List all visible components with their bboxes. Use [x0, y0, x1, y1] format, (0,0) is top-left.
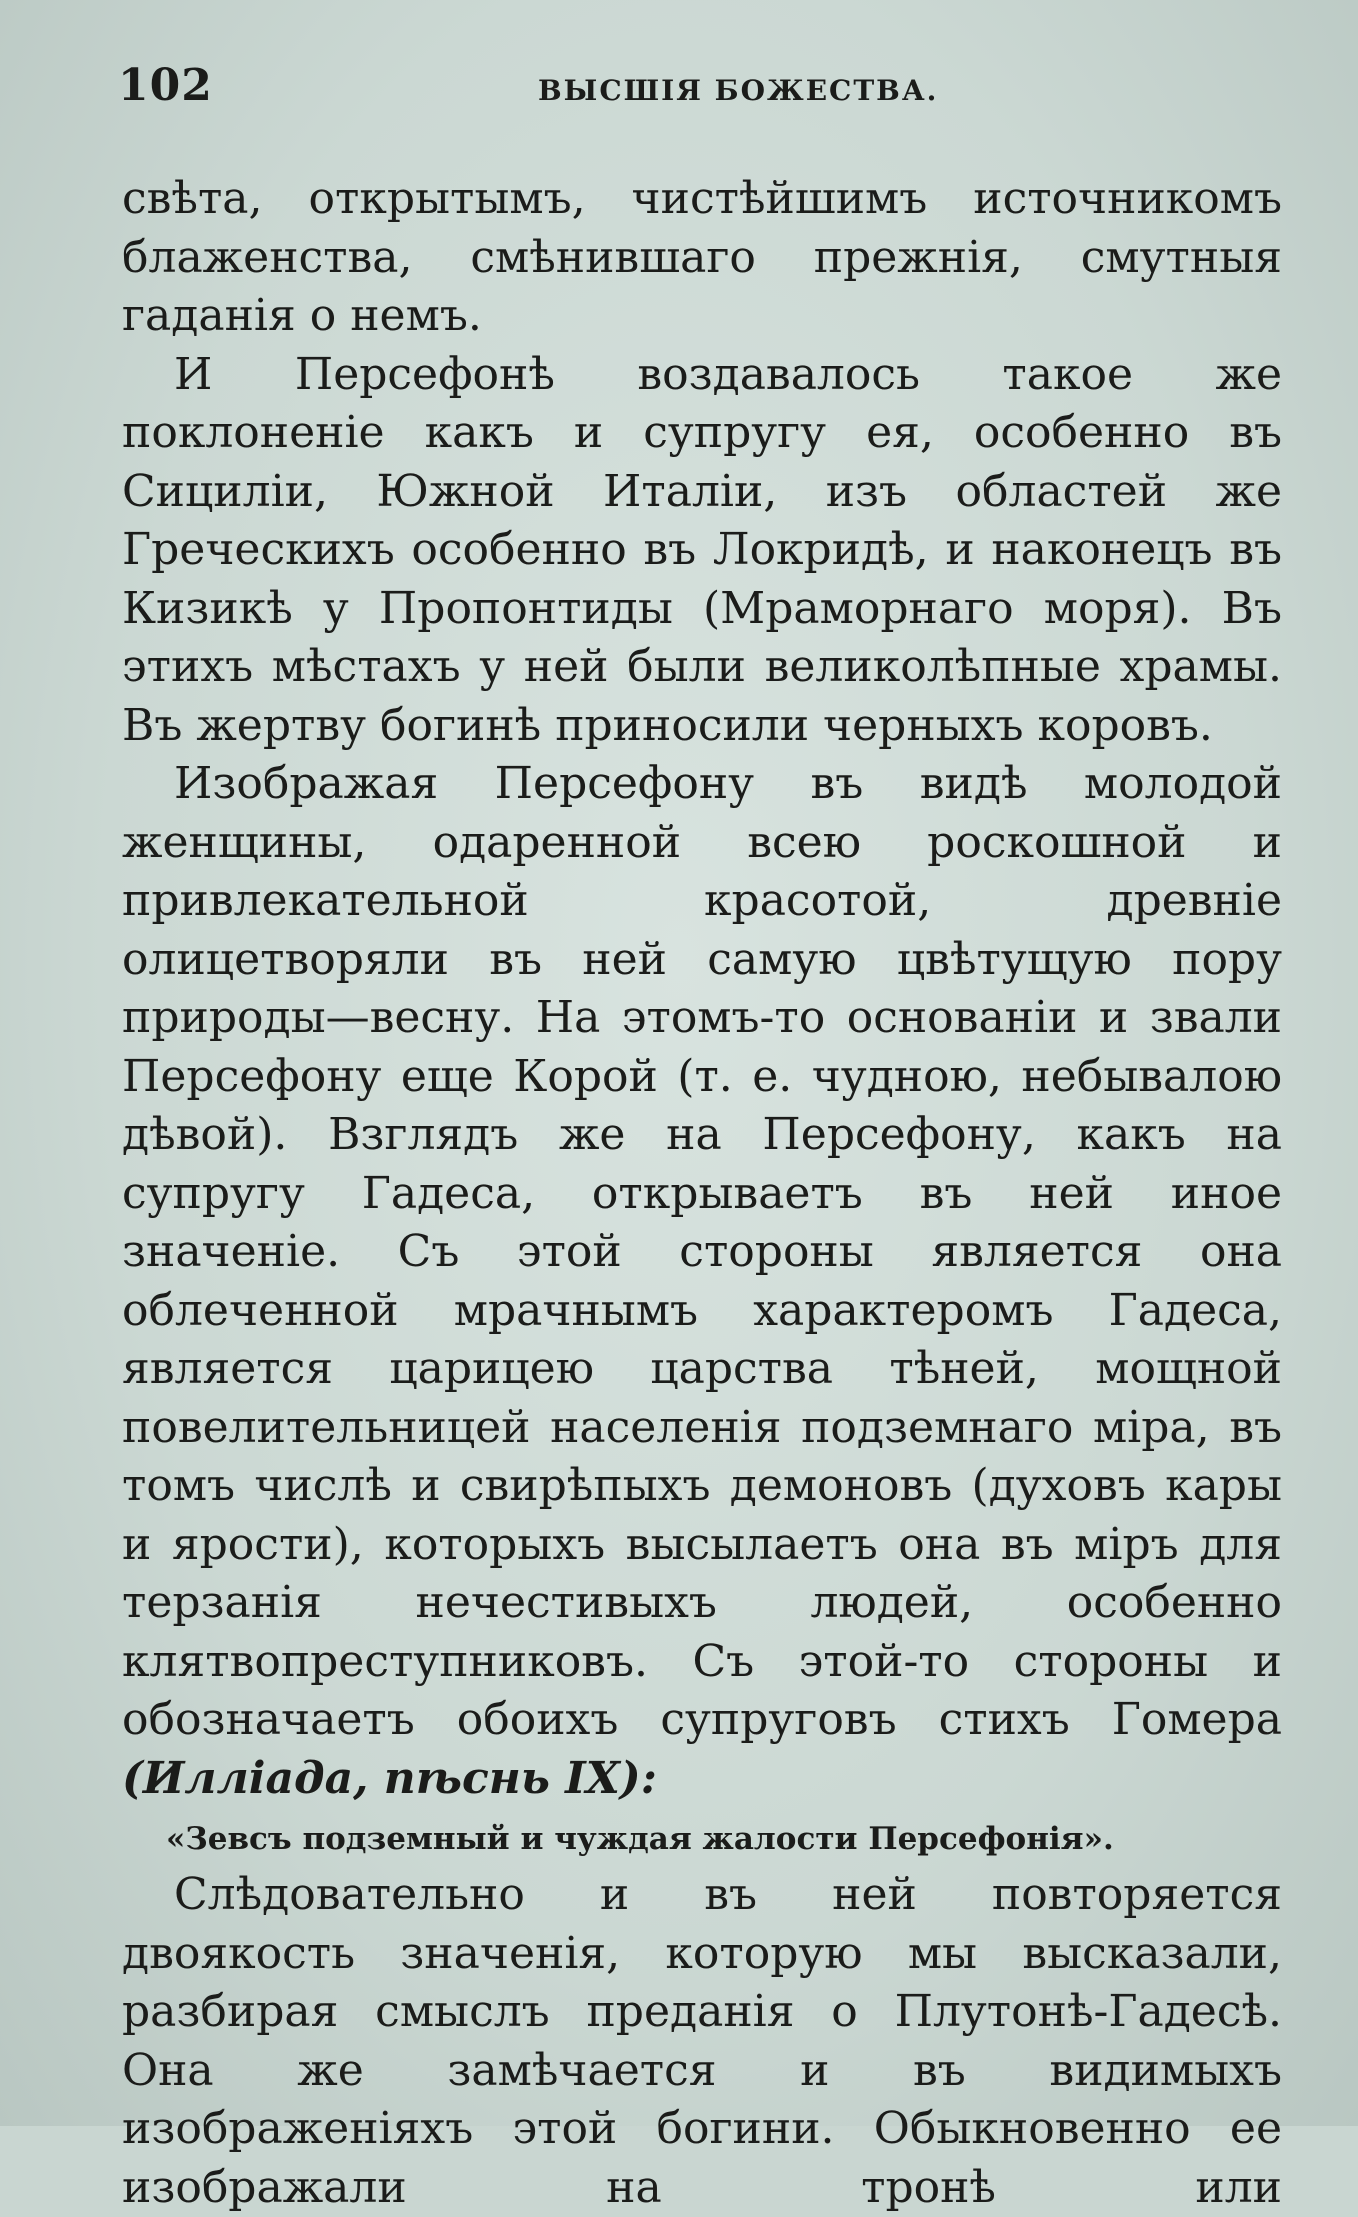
paragraph-2: И Персефонѣ воздавалось такое же поклоненіе какъ и супругу ея, особенно въ Сициліи, Южной Италіи, изъ областей же Греческихъ особенно въ Локридѣ, и наконецъ въ Кизикѣ у Пропонтиды (Мраморнаго моря). Въ этихъ мѣстахъ у ней были великолѣпные храмы. Въ жертву богинѣ приносили черныхъ коровъ. — [122, 348, 1282, 751]
paragraph-1: свѣта, открытымъ, чистѣйшимъ источникомъ блаженства, смѣнившаго прежнія, смутныя гаданія о немъ. — [122, 173, 1282, 341]
homer-citation: (Илліада, пѣснь IX): — [122, 1752, 657, 1804]
body-text — [122, 170, 1282, 2217]
paragraph-3-text: Изображая Персефону въ видѣ молодой женщины, одаренной всею роскошной и привлекательной красотой, древніе олицетворяли въ ней самую цвѣтущую пору природы—весну. На этомъ-то основаніи и звали Персефону еще Корой (т. е. чудною, небывалою дѣвой). Взглядъ же на Персефону, какъ на супругу Гадеса, открываетъ въ ней иное значеніе. Съ этой стороны является она облеченной мрачнымъ характеромъ Гадеса, является царицею царства тѣней, мощной повелительницей населенія подземнаго міра, въ томъ числѣ и свирѣпыхъ демоновъ (духовъ кары и ярости), которыхъ высылаетъ она въ міръ для терзанія нечестивыхъ людей, особенно клятвопреступниковъ. Съ этой-то стороны и обозначаетъ обоихъ супруговъ стихъ Гомера — [122, 758, 1282, 1745]
page-number: 102 — [118, 60, 213, 111]
homer-quote: «Зевсъ подземный и чуждая жалости Персефонія». — [166, 1821, 1114, 1857]
paragraph-3 — [122, 755, 1282, 1808]
paragraph-4: Слѣдовательно и въ ней повторяется двоякость значенія, которую мы высказали, разбирая смыслъ преданія о Плутонѣ-Гадесѣ. Она же замѣчается и въ видимыхъ изображеніяхъ этой богини. Обыкновенно ее изображали на тронѣ или — [122, 1869, 1282, 2213]
page-header — [118, 60, 1268, 110]
running-title: ВЫСШІЯ БОЖЕСТВА. — [538, 74, 939, 107]
